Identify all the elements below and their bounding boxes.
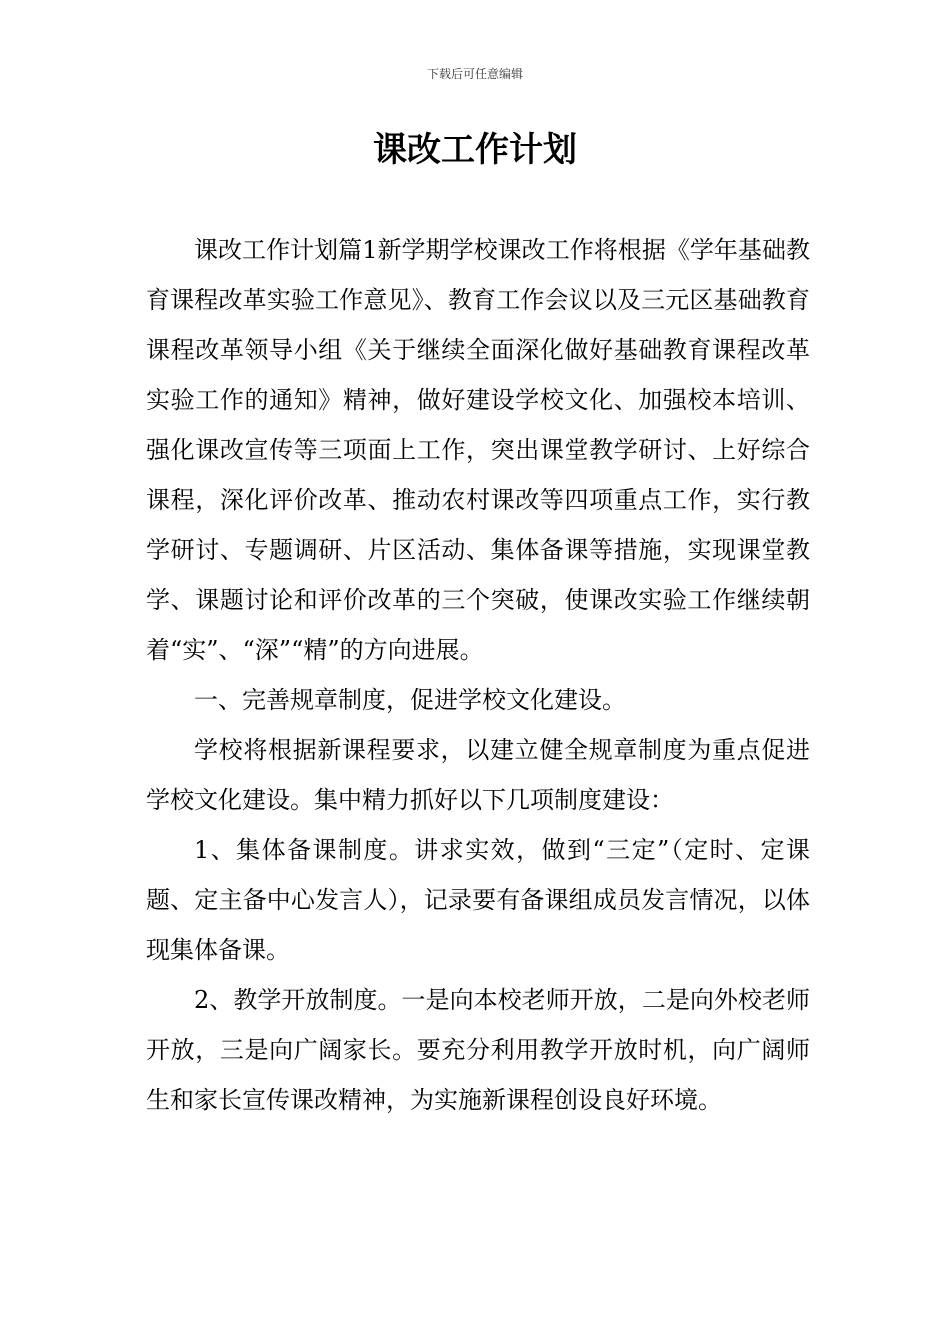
paragraph-item-2: 2、教学开放制度。一是向本校老师开放，二是向外校老师开放，三是向广阔家长。要充分利用教学开放时机，向广阔师生和家长宣传课改精神，为实施新课程创设良好环境。 xyxy=(146,986,810,1114)
header-note: 下载后可任意编辑 xyxy=(426,67,523,81)
paragraph-section-1: 学校将根据新课程要求，以建立健全规章制度为重点促进学校文化建设。集中精力抓好以下几项制度建设： xyxy=(146,736,810,814)
document-body xyxy=(146,225,810,1125)
paragraph-item-1: 1、集体备课制度。讲求实效，做到“三定”（定时、定课题、定主备中心发言人），记录要有备课组成员发言情况，以体现集体备课。 xyxy=(146,836,810,964)
section-heading-1: 一、完善规章制度，促进学校文化建设。 xyxy=(194,686,626,714)
document-title: 课改工作计划 xyxy=(373,130,577,170)
paragraph-intro: 课改工作计划篇1新学期学校课改工作将根据《学年基础教育课程改革实验工作意见》、教育工作会议以及三元区基础教育课程改革领导小组《关于继续全面深化做好基础教育课程改革实验工作的通知》精神，做好建设学校文化、加强校本培训、强化课改宣传等三项面上工作，突出课堂教学研讨、上好综合课程，深化评价改革、推动农村课改等四项重点工作，实行教学研讨、专题调研、片区活动、集体备课等措施，实现课堂教学、课题讨论和评价改革的三个突破，使课改实验工作继续朝着“实”、“深”“精”的方向进展。 xyxy=(146,236,810,664)
